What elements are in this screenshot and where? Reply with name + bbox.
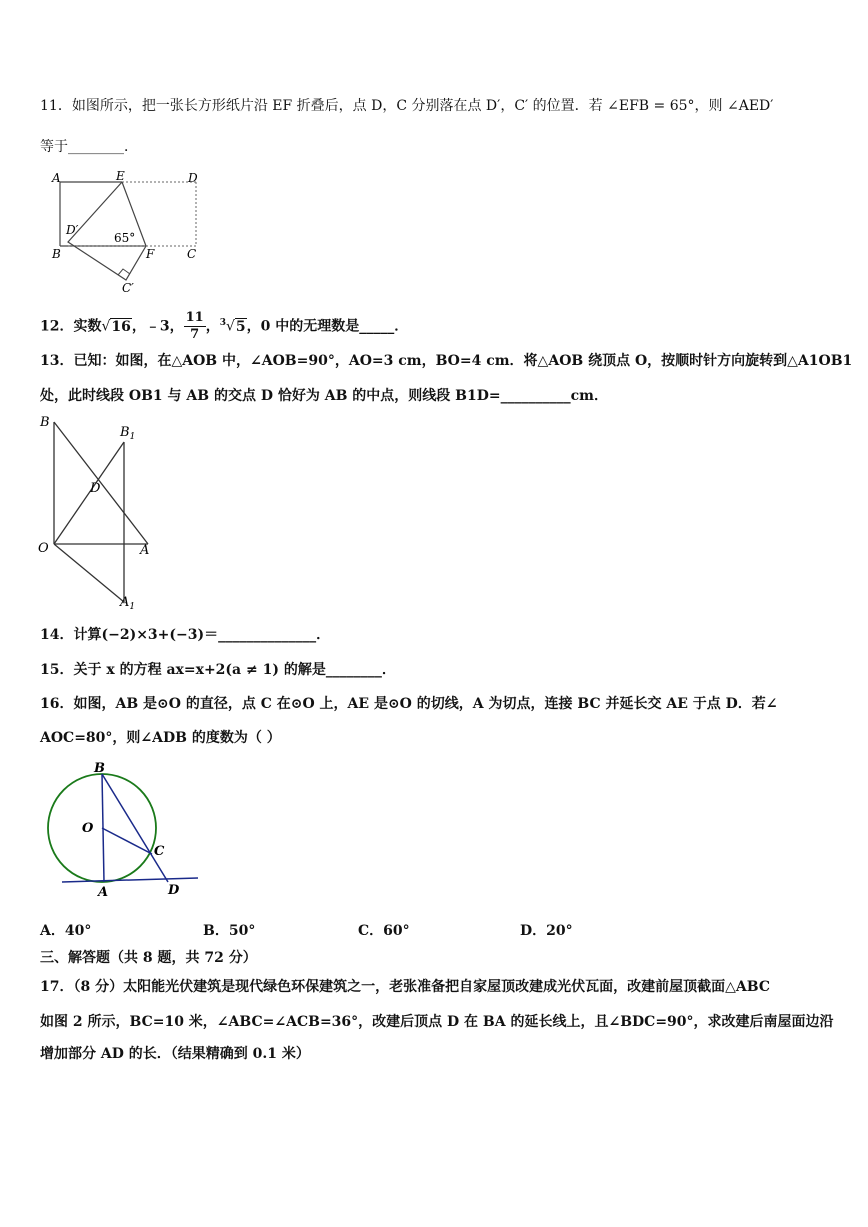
q12-line: 12．实数√16，﹣3， $\frac{11}{7}$ ，$^3$√5，0 中的无理数是_____． <box>40 310 409 343</box>
label-B: B <box>94 761 105 776</box>
label-O: O <box>82 821 94 836</box>
sqrt-16: 16 <box>111 318 131 335</box>
q14-line: 14．计算(−2)×3+(−3)＝______________． <box>40 627 331 643</box>
label-A1: $A_1$ <box>120 595 136 612</box>
label-D: D <box>90 481 101 496</box>
q17-line1: 17．（8 分）太阳能光伏建筑是现代绿色环保建筑之一，老张准备把自家屋顶改建成光伏瓦面，改建前屋顶截面△ABC <box>40 979 770 995</box>
label-A: A <box>98 885 109 900</box>
label-F: F <box>146 247 155 261</box>
q11-line2: 等于________． <box>40 139 138 155</box>
q16-line2: AOC=80°，则∠ADB 的度数为（ ） <box>40 730 281 746</box>
label-D-prime: D′ <box>66 223 79 237</box>
q13-figure <box>38 412 154 614</box>
q16-figure <box>44 760 204 900</box>
option-b: B．50° <box>203 923 256 939</box>
label-angle-65: 65° <box>114 231 136 245</box>
option-c: C．60° <box>358 923 410 939</box>
q17-line2: 如图 2 所示，BC=10 米，∠ABC=∠ACB=36°，改建后顶点 D 在 BA 的延长线上，且∠BDC=90°，求改建后南屋面边沿 <box>40 1014 834 1030</box>
label-C-prime: C′ <box>122 281 134 295</box>
label-A: A <box>52 171 61 185</box>
q15-line: 15．关于 x 的方程 ax=x+2(a ≠ 1) 的解是________． <box>40 662 396 678</box>
q11-line1: 11．如图所示，把一张长方形纸片沿 EF 折叠后，点 D，C 分别落在点 D′，C′ 的位置．若 ∠EFB = 65°，则 ∠AED′ <box>40 98 774 114</box>
section3-title: 三、解答题（共 8 题，共 72 分） <box>40 950 257 966</box>
q11-figure <box>44 168 214 296</box>
label-O: O <box>38 541 49 556</box>
label-A: A <box>140 543 150 558</box>
q13-line1: 13．已知：如图，在△AOB 中，∠AOB=90°，AO=3 cm，BO=4 cm．将△AOB 绕顶点 O，按顺时针方向旋转到△A1OB1 <box>40 353 853 369</box>
label-B: B <box>52 247 61 261</box>
q13-line2: 处，此时线段 OB1 与 AB 的交点 D 恰好为 AB 的中点，则线段 B1D=__________cm． <box>40 388 608 404</box>
label-B: B <box>40 415 50 430</box>
fraction-11-7: $\frac{11}{7}$ <box>185 310 204 343</box>
option-a: A．40° <box>40 923 92 939</box>
label-D: D <box>188 171 198 185</box>
label-E: E <box>116 169 125 183</box>
label-C: C <box>154 844 165 859</box>
q17-line3: 增加部分 AD 的长．（结果精确到 0.1 米） <box>40 1046 310 1062</box>
option-d: D．20° <box>520 923 573 939</box>
label-D: D <box>168 883 180 898</box>
label-B1: $B_1$ <box>120 425 136 442</box>
cbrt-5: 5 <box>235 318 246 335</box>
label-C: C <box>187 247 197 261</box>
q16-line1: 16．如图，AB 是⊙O 的直径，点 C 在⊙O 上，AE 是⊙O 的切线，A 为切点，连接 BC 并延长交 AE 于点 D．若∠ <box>40 696 778 712</box>
